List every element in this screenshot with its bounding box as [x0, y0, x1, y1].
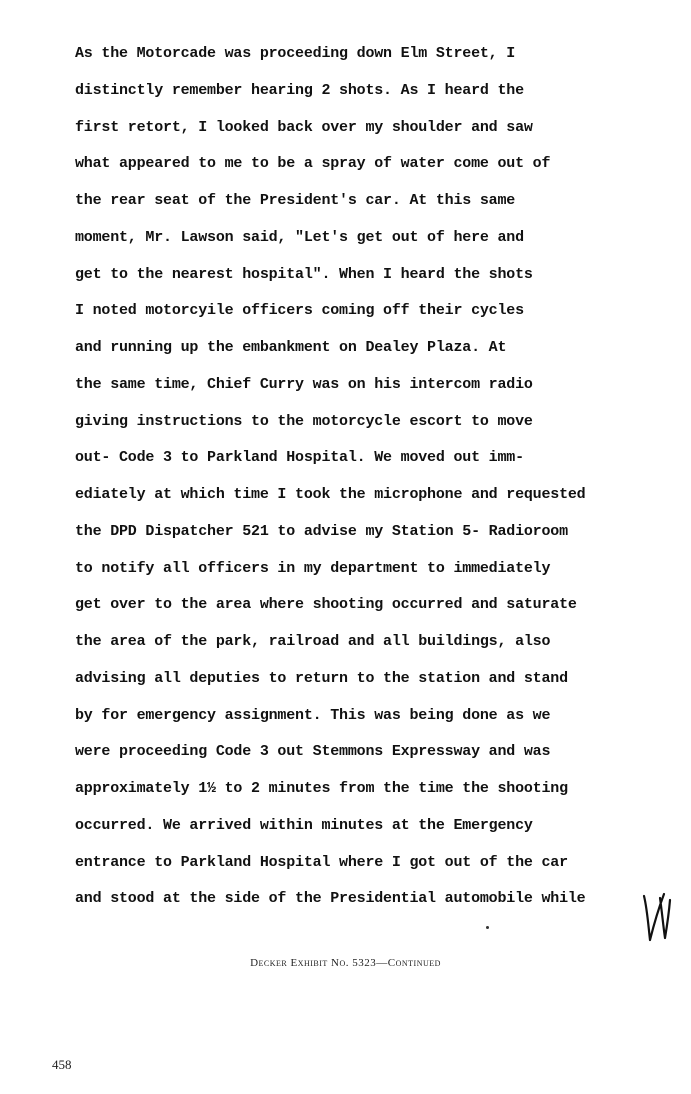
- text-line: occurred. We arrived within minutes at the Emergency: [75, 816, 533, 834]
- ink-speck: [486, 926, 489, 929]
- text-line: moment, Mr. Lawson said, "Let's get out of here and: [75, 228, 524, 246]
- text-line: the area of the park, railroad and all buildings, also: [75, 633, 551, 650]
- text-line: the DPD Dispatcher 521 to advise my Station 5- Radioroom: [75, 522, 568, 540]
- text-line: As the Motorcade was proceeding down Elm Street, I: [75, 45, 516, 62]
- page-number: 458: [52, 1057, 72, 1072]
- text-line: approximately 1½ to 2 minutes from the time the shooting: [75, 780, 568, 797]
- text-line: first retort, I looked back over my shoulder and saw: [75, 118, 533, 136]
- text-line: distinctly remember hearing 2 shots. As I heard the: [75, 81, 524, 99]
- text-line: what appeared to me to be a spray of water come out of: [75, 155, 551, 173]
- text-line: get to the nearest hospital". When I heard the shots: [75, 265, 533, 283]
- text-line: and running up the embankment on Dealey Plaza. At: [75, 339, 507, 356]
- text-line: entrance to Parkland Hospital where I got out of the car: [75, 853, 568, 871]
- typed-statement: [75, 36, 650, 918]
- exhibit-caption: Decker Exhibit No. 5323—Continued: [250, 957, 441, 969]
- text-line: get over to the area where shooting occurred and saturate: [75, 596, 577, 614]
- text-line: and stood at the side of the Presidential automobile while: [75, 890, 586, 908]
- text-line: I noted motorcyile officers coming off their cycles: [75, 302, 524, 320]
- text-line: were proceeding Code 3 out Stemmons Expressway and was: [75, 743, 551, 761]
- text-line: out- Code 3 to Parkland Hospital. We moved out imm-: [75, 449, 524, 467]
- text-line: to notify all officers in my department to immediately: [75, 559, 551, 577]
- text-line: the rear seat of the President's car. At this same: [75, 192, 516, 209]
- text-line: giving instructions to the motorcycle escort to move: [75, 412, 533, 430]
- text-line: advising all deputies to return to the station and stand: [75, 669, 568, 687]
- handwritten-initial-mark: [638, 888, 672, 944]
- text-line: by for emergency assignment. This was being done as we: [75, 706, 551, 724]
- text-line: ediately at which time I took the microphone and requested: [75, 486, 586, 503]
- text-line: the same time, Chief Curry was on his intercom radio: [75, 375, 533, 393]
